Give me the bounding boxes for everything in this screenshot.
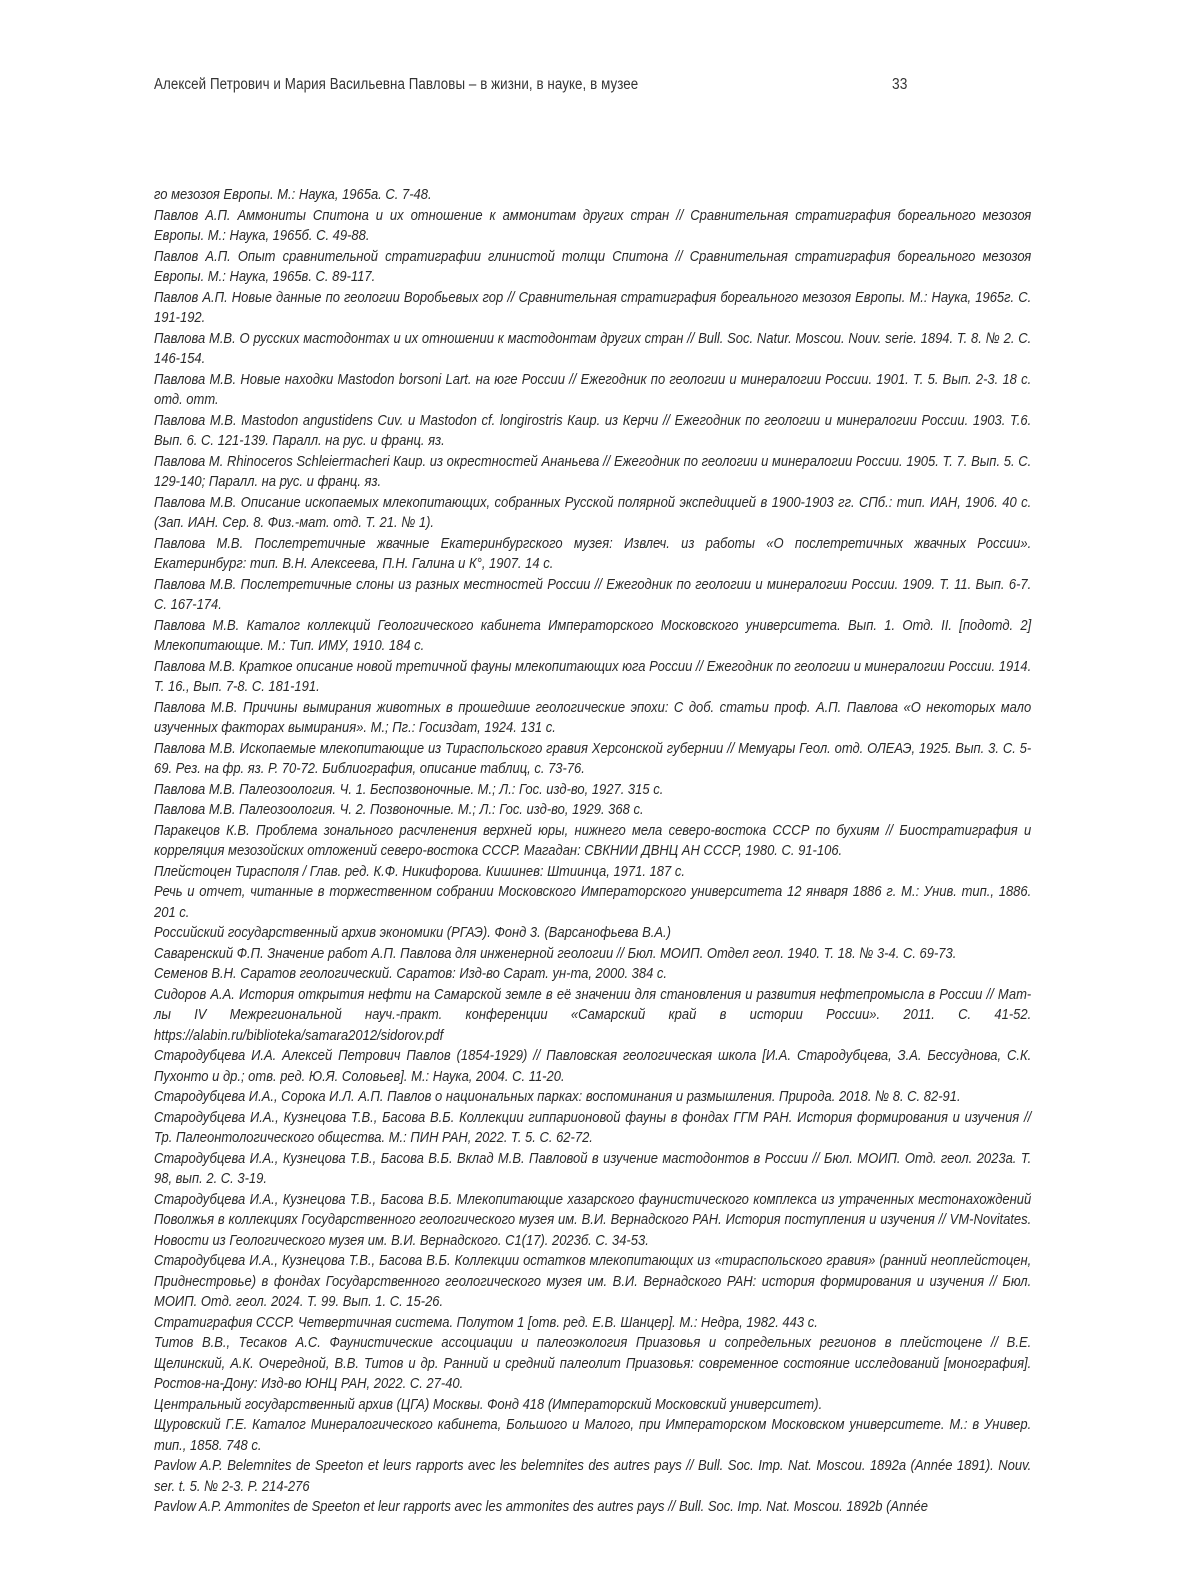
- reference-entry: Pavlow A.P. Belemnites de Speeton et leurs rapports avec les belemnites des autres pays // Bull. Soc. Imp. Nat. Moscou. 1892a (Année 1891). Nouv. ser. t. 5. № 2-3. P. 214-276: [154, 1457, 1032, 1495]
- reference-entry: Стародубцева И.А., Кузнецова Т.В., Басова В.Б. Млекопитающие хазарского фаунистического комплекса из утраченных местонахождений Поволжья в коллекциях Государственного геологического музея им. В.И. Вернадского РАН. История поступления и изучения // VM-Novitates. Новости из Геологического музея им. В.И. Вернадского. С1(17). 2023б. С. 34-53.: [154, 1190, 1032, 1249]
- reference-entry: Павлова М.В. Каталог коллекций Геологического кабинета Императорского Московского университета. Вып. 1. Отд. II. [подотд. 2] Млекопитающие. М.: Тип. ИМУ, 1910. 184 с.: [154, 616, 1032, 654]
- reference-entry: Титов В.В., Тесаков А.С. Фаунистические ассоциации и палеоэкология Приазовья и сопредельных регионов в плейстоцене // В.Е. Щелинский, А.К. Очередной, В.В. Титов и др. Ранний и средний палеолит Приазовья: современное состояние исследований [монография]. Ростов-на-Дону: Изд-во ЮНЦ РАН, 2022. С. 27-40.: [154, 1334, 1032, 1392]
- reference-entry: Павлова М.В. О русских мастодонтах и их отношении к мастодонтам других стран // Bull. Soc. Natur. Moscou. Nouv. serie. 1894. T. 8. № 2. С. 146-154.: [154, 329, 1032, 367]
- reference-entry: Российский государственный архив экономики (РГАЭ). Фонд 3. (Варсанофьева В.А.): [154, 924, 671, 941]
- running-title: Алексей Петрович и Мария Васильевна Павловы – в жизни, в науке, в музее: [154, 76, 639, 93]
- reference-entry: Павлова М.В. Новые находки Mastodon borsoni Lart. на юге России // Ежегодник по геологии и минералогии России. 1901. Т. 5. Вып. 2-3. 18 с. отд. отт.: [154, 370, 1032, 408]
- reference-entry: Щуровский Г.Е. Каталог Минералогического кабинета, Большого и Малого, при Императорском Московском университете. М.: в Универ. тип., 1858. 748 с.: [154, 1416, 1032, 1454]
- page-number: 33: [892, 76, 908, 93]
- reference-entry: Стародубцева И.А., Кузнецова Т.В., Басова В.Б. Коллекции остатков млекопитающих из «тираспольского гравия» (ранний неоплейстоцен, Приднестровье) в фондах Государственного геологического музея им. В.И. Вернадского РАН: история формирования и изучения // Бюл. МОИП. Отд. геол. 2024. Т. 99. Вып. 1. С. 15-26.: [154, 1252, 1032, 1310]
- reference-entry: Павлова М.В. Причины вымирания животных в прошедшие геологические эпохи: С доб. статьи проф. А.П. Павлова «О некоторых мало изученных факторах вымирания». М.; Пг.: Госиздат, 1924. 131 с.: [154, 698, 1032, 736]
- reference-entry: Павлова М. Rhinoceros Schleiermacheri Каир. из окрестностей Ананьева // Ежегодник по геологии и минералогии России. 1905. Т. 7. Вып. 5. С. 129-140; Паралл. на рус. и франц. яз.: [154, 452, 1032, 490]
- reference-entry: Паракецов К.В. Проблема зонального расчленения верхней юры, нижнего мела северо-востока СССР по бухиям // Биостратиграфия и корреляция мезозойских отложений северо-востока СССР. Магадан: СВКНИИ ДВНЦ АН СССР, 1980. С. 91-106.: [154, 821, 1032, 859]
- reference-entry: Павлов А.П. Опыт сравнительной стратиграфии глинистой толщи Спитона // Сравнительная стратиграфия бореального мезозоя Европы. М.: Наука, 1965в. С. 89-117.: [154, 247, 1032, 285]
- reference-entry: Павлова М.В. Краткое описание новой третичной фауны млекопитающих юга России // Ежегодник по геологии и минералогии России. 1914. Т. 16., Вып. 7-8. С. 181-191.: [154, 657, 1032, 695]
- reference-entry: Павлова М.В. Палеозоология. Ч. 1. Беспозвоночные. М.; Л.: Гос. изд-во, 1927. 315 с.: [154, 780, 664, 798]
- reference-entry: Павлов А.П. Аммониты Спитона и их отношение к аммонитам других стран // Сравнительная стратиграфия бореального мезозоя Европы. М.: Наука, 1965б. С. 49-88.: [154, 206, 1032, 244]
- reference-entry: Речь и отчет, читанные в торжественном собрании Московского Императорского университета 12 января 1886 г. М.: Унив. тип., 1886. 201 с.: [154, 883, 1032, 921]
- reference-entry: Павлова М.В. Палеозоология. Ч. 2. Позвоночные. М.; Л.: Гос. изд-во, 1929. 368 с.: [154, 801, 644, 818]
- reference-list: [154, 185, 1031, 1518]
- reference-entry: Саваренский Ф.П. Значение работ А.П. Павлова для инженерной геологии // Бюл. МОИП. Отдел геол. 1940. Т. 18. № 3-4. С. 69-73.: [154, 944, 957, 962]
- reference-entry: Павлов А.П. Новые данные по геологии Воробьевых гор // Сравнительная стратиграфия бореального мезозоя Европы. М.: Наука, 1965г. С. 191-192.: [154, 288, 1032, 326]
- reference-entry: Центральный государственный архив (ЦГА) Москвы. Фонд 418 (Императорский Московский университет).: [154, 1395, 823, 1413]
- reference-entry: Стародубцева И.А., Кузнецова Т.В., Басова В.Б. Коллекции гиппарионовой фауны в фондах ГГМ РАН. История формирования и изучения // Тр. Палеонтологического общества. М.: ПИН РАН, 2022. Т. 5. С. 62-72.: [154, 1108, 1032, 1146]
- reference-entry: Плейстоцен Тирасполя / Глав. ред. К.Ф. Никифорова. Кишинев: Штиинца, 1971. 187 с.: [154, 862, 685, 880]
- reference-entry: Стародубцева И.А. Алексей Петрович Павлов (1854-1929) // Павловская геологическая школа [И.А. Стародубцева, З.А. Бессуднова, С.К. Пухонто и др.; отв. ред. Ю.Я. Соловьев]. М.: Наука, 2004. С. 11-20.: [154, 1047, 1032, 1085]
- reference-entry: Павлова М.В. Ископаемые млекопитающие из Тираспольского гравия Херсонской губернии // Мемуары Геол. отд. ОЛЕАЭ, 1925. Вып. 3. С. 5-69. Рез. на фр. яз. Р. 70-72. Библиография, описание таблиц, с. 73-76.: [154, 739, 1032, 777]
- reference-entry: го мезозоя Европы. М.: Наука, 1965а. С. 7-48.: [154, 186, 432, 203]
- reference-entry: Сидоров А.А. История открытия нефти на Самарской земле в её значении для становления и развития нефтепромысла в России // Мат-лы IV Межрегиональной науч.-практ. конференции «Самарский край в истории России». 2011. С. 41-52. https://alabin.ru/biblioteka/samara2012/sidorov.pdf: [154, 985, 1032, 1044]
- reference-entry: Павлова М.В. Послетретичные слоны из разных местностей России // Ежегодник по геологии и минералогии России. 1909. Т. 11. Вып. 6-7. С. 167-174.: [154, 575, 1032, 613]
- reference-entry: Павлова М.В. Описание ископаемых млекопитающих, собранных Русской полярной экспедицией в 1900-1903 гг. СПб.: тип. ИАН, 1906. 40 с. (Зап. ИАН. Сер. 8. Физ.-мат. отд. Т. 21. № 1).: [154, 493, 1032, 531]
- reference-entry: Стародубцева И.А., Сорока И.Л. А.П. Павлов о национальных парках: воспоминания и размышления. Природа. 2018. № 8. С. 82-91.: [154, 1088, 961, 1105]
- reference-entry: Стародубцева И.А., Кузнецова Т.В., Басова В.Б. Вклад М.В. Павловой в изучение мастодонтов в России // Бюл. МОИП. Отд. геол. 2023а. Т. 98, вып. 2. С. 3-19.: [154, 1149, 1032, 1187]
- reference-entry: Павлова М.В. Mastodon angustidens Cuv. и Mastodon cf. longirostris Каир. из Керчи // Ежегодник по геологии и минералогии России. 1903. Т.6. Вып. 6. С. 121-139. Паралл. на рус. и франц. яз.: [154, 411, 1032, 449]
- reference-entry: Pavlow A.P. Ammonites de Speeton et leur rapports avec les ammonites des autres pays // Bull. Soc. Imp. Nat. Moscou. 1892b (Année: [154, 1498, 928, 1515]
- running-header: [154, 76, 907, 94]
- reference-entry: Семенов В.Н. Саратов геологический. Саратов: Изд-во Сарат. ун-та, 2000. 384 с.: [154, 965, 668, 982]
- reference-entry: Павлова М.В. Послетретичные жвачные Екатеринбургского музея: Извлеч. из работы «О послетретичных жвачных России». Екатеринбург: тип. В.Н. Алексеева, П.Н. Галина и К°, 1907. 14 с.: [154, 534, 1032, 572]
- reference-entry: Стратиграфия СССР. Четвертичная система. Полутом 1 [отв. ред. Е.В. Шанцер]. М.: Недра, 1982. 443 с.: [154, 1313, 818, 1331]
